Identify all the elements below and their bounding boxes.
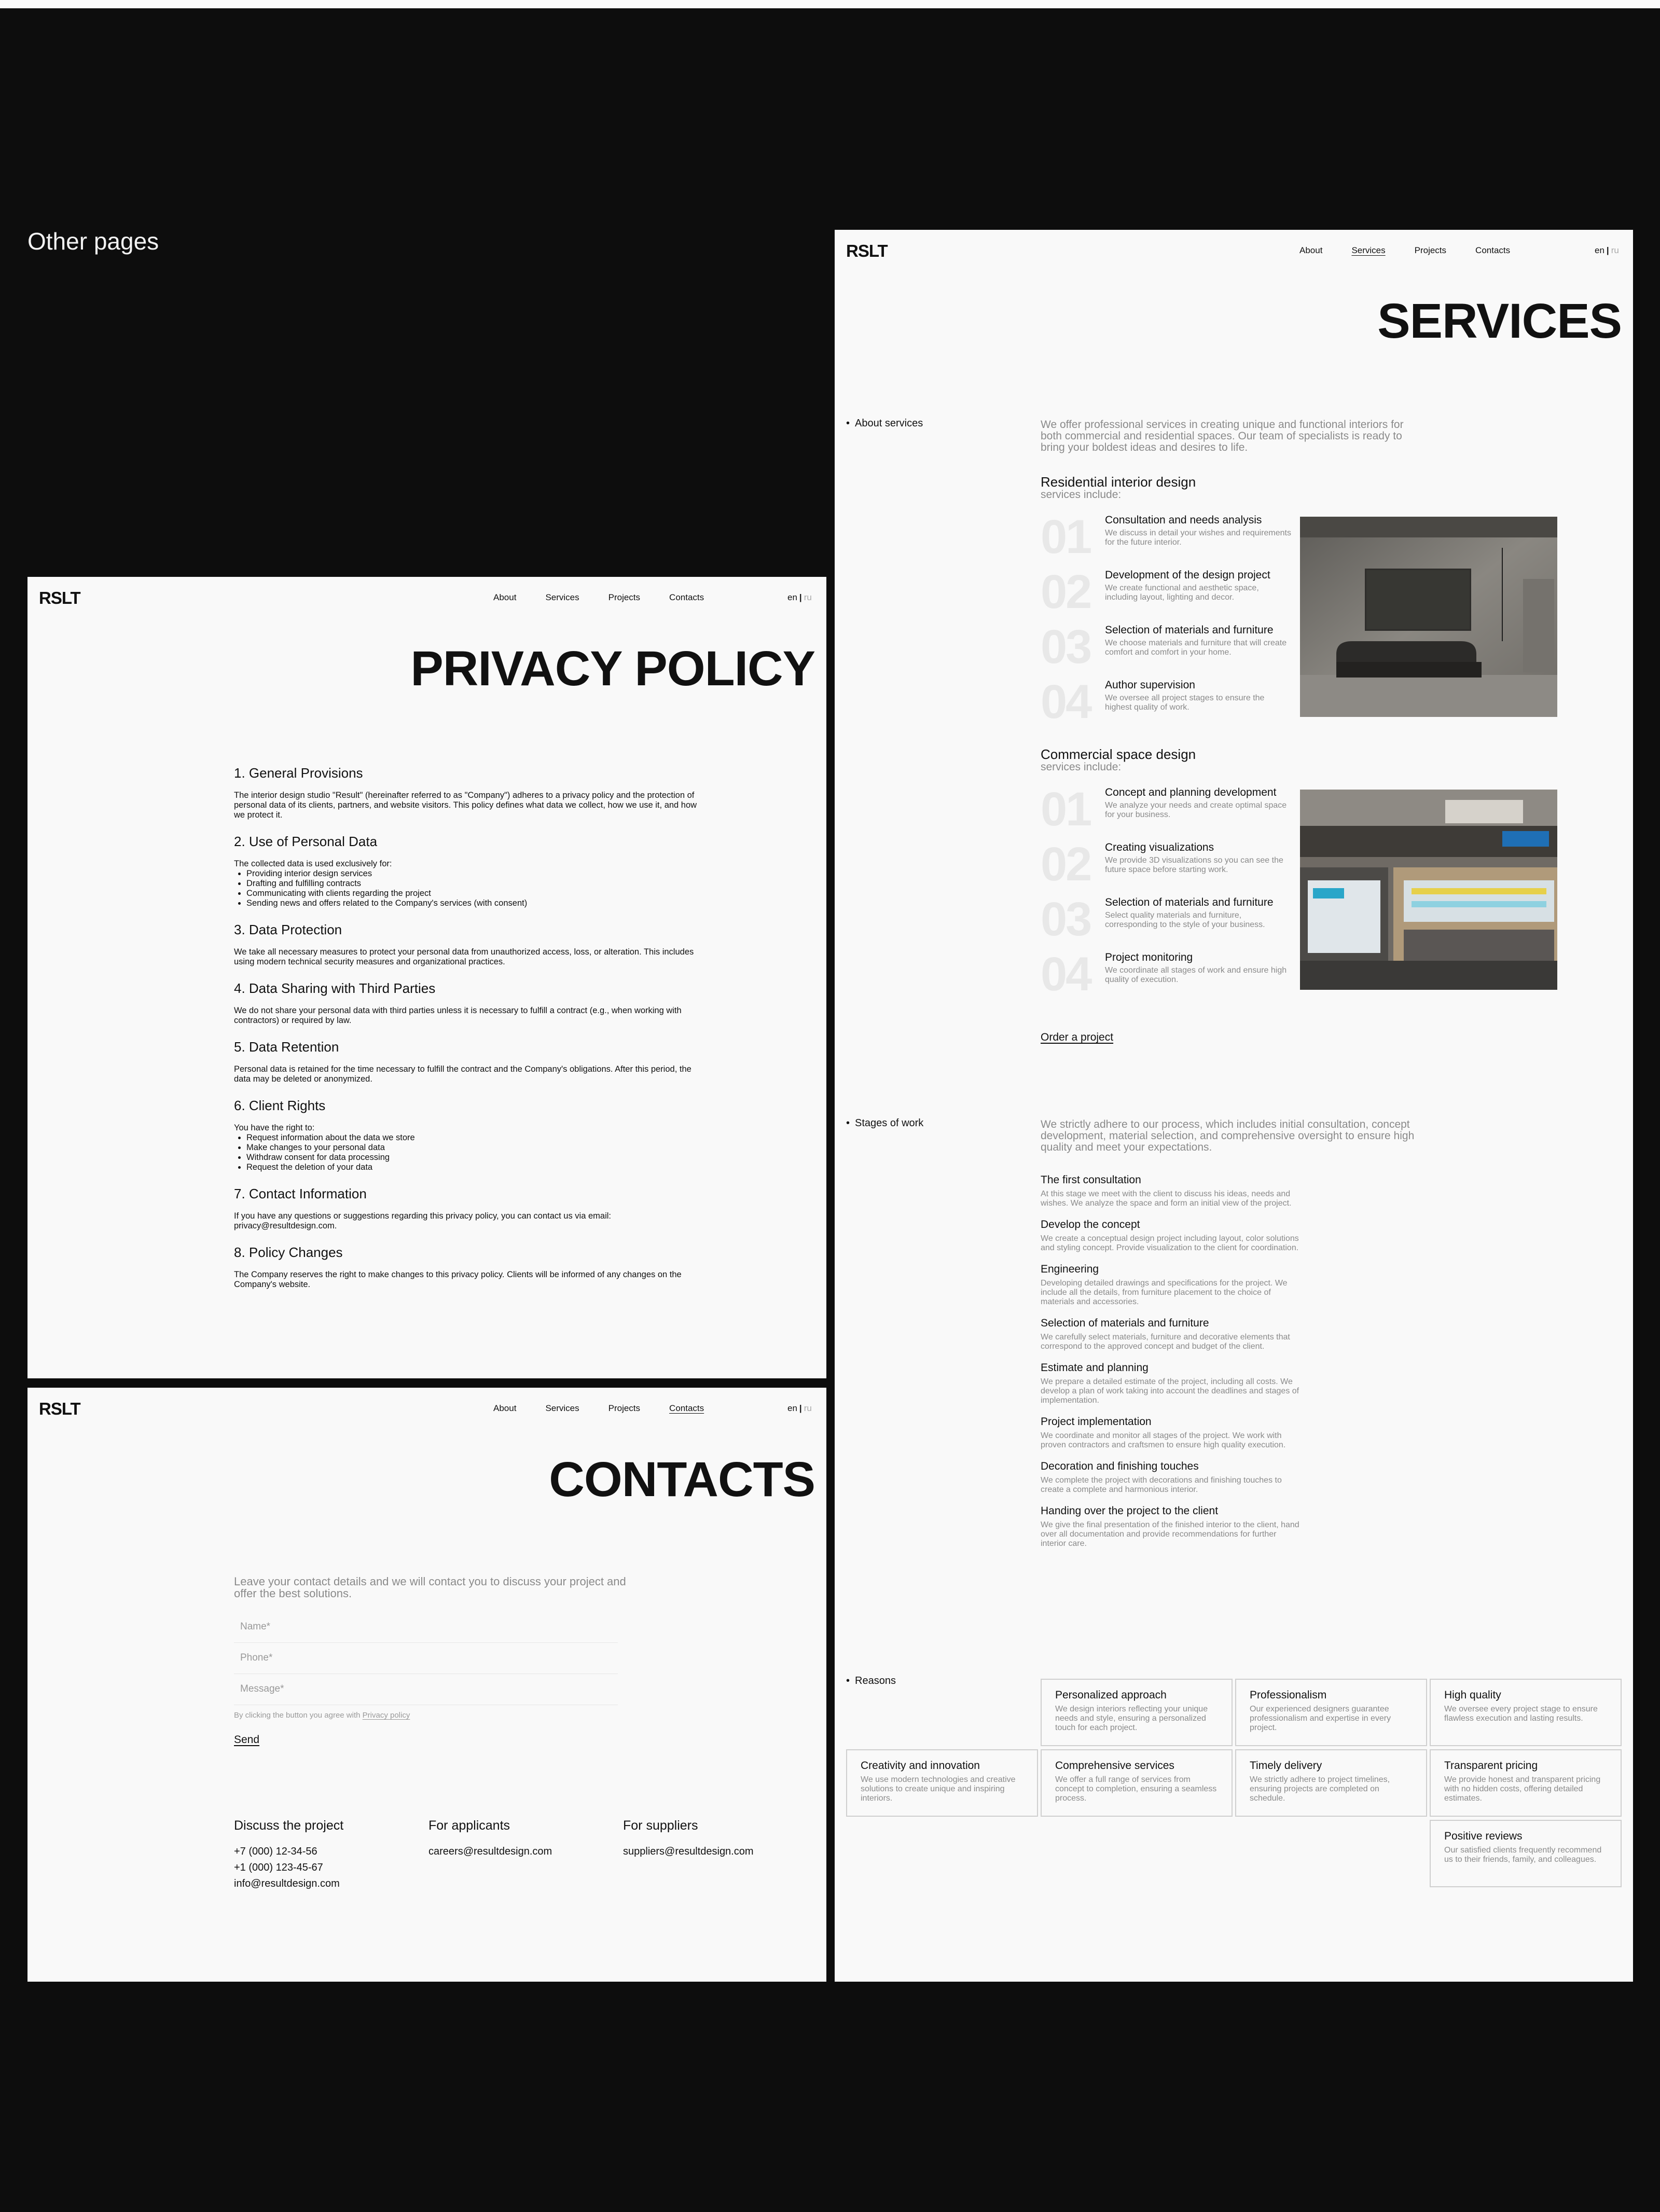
reason-title: High quality [1444, 1689, 1501, 1701]
commercial-heading [1041, 747, 1196, 773]
service-item [1041, 565, 1290, 624]
lang-en[interactable]: en [787, 1403, 797, 1413]
list-item: • Withdraw consent for data processing [246, 1153, 701, 1163]
reason-card [1235, 1749, 1427, 1817]
residential-heading [1041, 475, 1196, 501]
lang-separator: | [1606, 245, 1609, 255]
column-heading: Discuss the project [234, 1818, 344, 1833]
list-item: • Providing interior design services [246, 869, 701, 879]
usage-list [234, 869, 701, 908]
nav-projects[interactable]: Projects [1414, 245, 1447, 255]
phone-link[interactable]: +1 (000) 123-45-67 [234, 1862, 323, 1873]
service-number: 04 [1041, 675, 1091, 728]
list-item: • Request the deletion of your data [246, 1163, 701, 1172]
section-heading: 8. Policy Changes [234, 1245, 343, 1260]
lang-separator: | [799, 592, 802, 602]
nav-about[interactable]: About [493, 1403, 517, 1413]
service-number: 04 [1041, 948, 1091, 1001]
nav-contacts[interactable]: Contacts [1475, 245, 1511, 255]
reason-title: Professionalism [1250, 1689, 1327, 1701]
list-item: • Make changes to your personal data [246, 1143, 701, 1153]
service-title: Project monitoring [1105, 951, 1193, 963]
section-text: We take all necessary measures to protect your personal data from unauthorized access, loss, or alteration. This includes using modern technical security measures and organizational practices. [234, 947, 694, 966]
logo[interactable]: RSLT [846, 241, 888, 260]
reason-card [1430, 1820, 1622, 1887]
reason-title: Creativity and innovation [861, 1760, 980, 1772]
section-text: The collected data is used exclusively for: [234, 859, 392, 868]
header-nav [27, 577, 826, 613]
nav-about[interactable]: About [493, 592, 517, 602]
reason-desc: We offer a full range of services from concept to completion, ensuring a seamless process. [1055, 1775, 1217, 1803]
residential-interior-image [1300, 517, 1557, 717]
section-heading: 4. Data Sharing with Third Parties [234, 980, 436, 996]
section-title: Other pages [27, 228, 159, 255]
column-heading: For applicants [428, 1818, 510, 1833]
top-strip [0, 0, 1660, 8]
language-switch [787, 1403, 812, 1414]
nav-services[interactable]: Services [545, 1403, 579, 1413]
nav-contacts[interactable]: Contacts [669, 1403, 704, 1413]
email-link[interactable]: info@resultdesign.com [234, 1878, 340, 1889]
stage-desc: We complete the project with decorations and finishing touches to create a complete and harmonious interior. [1041, 1476, 1282, 1494]
list-item: • Request information about the data we store [246, 1133, 701, 1143]
stage-title: Handing over the project to the client [1041, 1505, 1219, 1517]
stage-desc: At this stage we meet with the client to discuss his ideas, needs and wishes. We analyze the space and form an initial view of the project. [1041, 1190, 1292, 1208]
stages-list [1041, 1174, 1300, 1559]
reason-card [1235, 1679, 1427, 1746]
header-nav [835, 230, 1633, 266]
phone-field[interactable]: Phone* [234, 1648, 618, 1674]
main-menu [493, 1403, 704, 1414]
name-field[interactable]: Name* [234, 1617, 618, 1643]
email-link[interactable]: careers@resultdesign.com [428, 1846, 552, 1857]
rights-list [234, 1133, 701, 1172]
service-title: Selection of materials and furniture [1105, 624, 1274, 636]
reasons-label: • Reasons [846, 1675, 896, 1687]
reason-card [1430, 1749, 1622, 1817]
section-heading: 7. Contact Information [234, 1186, 367, 1201]
logo[interactable]: RSLT [39, 588, 80, 607]
service-desc: We analyze your needs and create optimal space for your business. [1105, 801, 1287, 819]
language-switch [1595, 245, 1619, 256]
section-text: The Company reserves the right to make changes to this privacy policy. Clients will be informed of any changes on the Company's website. [234, 1270, 682, 1289]
residential-services-list [1041, 510, 1291, 734]
nav-about[interactable]: About [1299, 245, 1323, 255]
category-title: Residential interior design [1041, 474, 1196, 490]
reason-card [1041, 1679, 1233, 1746]
stage-title: Engineering [1041, 1263, 1099, 1275]
service-desc: We oversee all project stages to ensure the highest quality of work. [1105, 694, 1265, 712]
category-subtitle: services include: [1041, 489, 1122, 501]
stage-item [1041, 1263, 1300, 1307]
privacy-page [27, 577, 826, 1378]
stage-title: Decoration and finishing touches [1041, 1460, 1199, 1472]
section-heading: 5. Data Retention [234, 1039, 339, 1055]
section-heading: 1. General Provisions [234, 765, 363, 781]
section-text: You have the right to: [234, 1123, 315, 1132]
service-title: Consultation and needs analysis [1105, 514, 1262, 526]
reason-title: Timely delivery [1250, 1760, 1322, 1772]
commercial-interior-image [1300, 790, 1557, 990]
logo[interactable]: RSLT [39, 1399, 80, 1418]
applicants-column [428, 1818, 552, 1860]
send-button[interactable]: Send [234, 1734, 260, 1746]
reason-desc: We design interiors reflecting your unique needs and style, ensuring a personalized touch for each project. [1055, 1705, 1208, 1732]
lang-ru[interactable]: ru [804, 1403, 812, 1413]
column-heading: For suppliers [623, 1818, 698, 1833]
reason-title: Transparent pricing [1444, 1760, 1538, 1772]
stage-item [1041, 1174, 1300, 1208]
reason-desc: We strictly adhere to project timelines, ensuring projects are completed on schedule. [1250, 1775, 1390, 1803]
reason-desc: Our satisfied clients frequently recommend us to their friends, family, and colleagues. [1444, 1846, 1602, 1864]
about-services-lead: We offer professional services in creating unique and functional interiors for both commercial and residential spaces. Our team of specialists is ready to bring your boldest ideas and desires to life. [1041, 419, 1404, 453]
section-heading: 3. Data Protection [234, 922, 342, 937]
suppliers-column [623, 1818, 754, 1860]
service-item [1041, 948, 1290, 1006]
service-desc: We discuss in detail your wishes and requirements for the future interior. [1105, 529, 1291, 547]
category-title: Commercial space design [1041, 746, 1196, 762]
section-text: Personal data is retained for the time necessary to fulfill the contract and the Company's obligations. After this period, the data may be deleted or anonymized. [234, 1064, 691, 1084]
commercial-services-list [1041, 783, 1290, 1006]
lang-en[interactable]: en [787, 592, 797, 602]
service-number: 03 [1041, 620, 1091, 673]
contacts-page [27, 1388, 826, 1982]
service-desc: We provide 3D visualizations so you can see the future space before starting work. [1105, 856, 1283, 874]
services-page [835, 230, 1633, 1982]
stage-item [1041, 1460, 1300, 1495]
section-heading: 6. Client Rights [234, 1098, 326, 1113]
stage-desc: We create a conceptual design project including layout, color solutions and styling concept. Provide visualization to the client for coordination. [1041, 1234, 1299, 1252]
discuss-column [234, 1818, 343, 1892]
service-title: Concept and planning development [1105, 786, 1277, 798]
main-menu [1299, 245, 1510, 256]
service-desc: Select quality materials and furniture, corresponding to the style of your business. [1105, 911, 1265, 929]
service-title: Selection of materials and furniture [1105, 896, 1274, 908]
about-services-label: • About services [846, 418, 923, 430]
stage-item [1041, 1317, 1300, 1351]
service-desc: We create functional and aesthetic space, including layout, lighting and decor. [1105, 584, 1259, 602]
reason-title: Positive reviews [1444, 1830, 1523, 1842]
service-item [1041, 783, 1290, 841]
lang-en[interactable]: en [1595, 245, 1604, 255]
service-number: 01 [1041, 783, 1091, 836]
stage-item [1041, 1505, 1300, 1549]
nav-projects[interactable]: Projects [608, 592, 641, 602]
service-title: Author supervision [1105, 679, 1195, 691]
service-number: 03 [1041, 893, 1091, 946]
stage-item [1041, 1219, 1300, 1253]
stage-desc: We coordinate and monitor all stages of the project. We work with proven contractors and craftsmen to ensure high quality execution. [1041, 1431, 1286, 1449]
consent-text: By clicking the button you agree with [234, 1711, 361, 1720]
stage-title: Selection of materials and furniture [1041, 1317, 1209, 1329]
service-desc: We choose materials and furniture that will create comfort and comfort in your home. [1105, 639, 1287, 657]
reason-desc: Our experienced designers guarantee professionalism and expertise in every project. [1250, 1705, 1391, 1732]
service-item [1041, 893, 1290, 951]
stages-label: • Stages of work [846, 1117, 923, 1129]
lang-ru[interactable]: ru [1611, 245, 1619, 255]
main-menu [493, 592, 704, 603]
lang-ru[interactable]: ru [804, 592, 812, 602]
stage-title: Estimate and planning [1041, 1362, 1149, 1374]
service-number: 02 [1041, 565, 1091, 618]
privacy-policy-link[interactable]: Privacy policy [362, 1711, 410, 1720]
section-text: We do not share your personal data with third parties unless it is necessary to fulfill a contract (e.g., when working with contractors) or required by law. [234, 1006, 682, 1025]
stage-desc: We give the final presentation of the finished interior to the client, hand over all documentation and provide recommendations for further interior care. [1041, 1520, 1299, 1548]
service-desc: We coordinate all stages of work and ensure high quality of execution. [1105, 966, 1287, 984]
service-item [1041, 838, 1290, 896]
stage-title: Project implementation [1041, 1416, 1152, 1428]
list-item: • Communicating with clients regarding the project [246, 889, 701, 898]
reason-title: Comprehensive services [1055, 1760, 1174, 1772]
nav-services[interactable]: Services [545, 592, 579, 602]
message-field[interactable]: Message* [234, 1679, 618, 1705]
service-title: Creating visualizations [1105, 841, 1214, 853]
list-item: • Sending news and offers related to the Company's services (with consent) [246, 898, 701, 908]
contact-intro: Leave your contact details and we will contact you to discuss your project and offer the best solutions. [234, 1575, 626, 1600]
stages-lead: We strictly adhere to our process, which includes initial consultation, concept development, material selection, and comprehensive oversight to ensure high quality and meet your expectations. [1041, 1118, 1415, 1153]
category-subtitle: services include: [1041, 761, 1122, 773]
service-item [1041, 675, 1290, 734]
stage-title: Develop the concept [1041, 1219, 1140, 1231]
service-title: Development of the design project [1105, 569, 1270, 581]
header-nav [27, 1388, 826, 1424]
service-number: 02 [1041, 838, 1091, 891]
stage-desc: Developing detailed drawings and specifications for the project. We include all the details, from furniture placement to the choice of materials and accessories. [1041, 1279, 1288, 1306]
reason-desc: We oversee every project stage to ensure flawless execution and lasting results. [1444, 1705, 1598, 1723]
section-text: The interior design studio "Result" (hereinafter referred to as "Company") adheres to a privacy policy and the protection of personal data of its clients, partners, and website visitors. This policy defines what data we collect, how we use it, and how we protect it. [234, 791, 697, 820]
phone-link[interactable]: +7 (000) 12-34-56 [234, 1846, 317, 1857]
stage-title: The first consultation [1041, 1174, 1141, 1186]
email-link[interactable]: suppliers@resultdesign.com [623, 1846, 754, 1857]
nav-services[interactable]: Services [1351, 245, 1386, 255]
reason-card [1430, 1679, 1622, 1746]
stage-desc: We prepare a detailed estimate of the project, including all costs. We develop a plan of work taking into account the deadlines and stages of implementation. [1041, 1377, 1299, 1405]
section-heading: 2. Use of Personal Data [234, 834, 378, 849]
stage-item [1041, 1362, 1300, 1405]
section-text: If you have any questions or suggestions regarding this privacy policy, you can contact us via email: privacy@resultdesign.com. [234, 1211, 611, 1231]
nav-projects[interactable]: Projects [608, 1403, 641, 1413]
order-project-link[interactable]: Order a project [1041, 1031, 1114, 1043]
stage-desc: We carefully select materials, furniture and decorative elements that correspond to the approved concept and budget of the client. [1041, 1333, 1290, 1351]
language-switch [787, 592, 812, 603]
reason-card [1041, 1749, 1233, 1817]
reason-title: Personalized approach [1055, 1689, 1167, 1701]
lang-separator: | [799, 1403, 802, 1413]
reason-desc: We use modern technologies and creative solutions to create unique and inspiring interiors. [861, 1775, 1016, 1803]
service-number: 01 [1041, 510, 1091, 563]
service-item [1041, 510, 1291, 569]
page-title: PRIVACY POLICY [410, 641, 815, 696]
stage-item [1041, 1416, 1300, 1450]
nav-contacts[interactable]: Contacts [669, 592, 704, 602]
consent-note [234, 1711, 410, 1720]
policy-body [234, 765, 701, 1290]
page-title: SERVICES [1377, 294, 1622, 349]
reason-card [846, 1749, 1038, 1817]
page-title: CONTACTS [549, 1452, 815, 1507]
service-item [1041, 620, 1290, 679]
list-item: • Drafting and fulfilling contracts [246, 879, 701, 889]
reason-desc: We provide honest and transparent pricing with no hidden costs, offering detailed estimates. [1444, 1775, 1601, 1803]
